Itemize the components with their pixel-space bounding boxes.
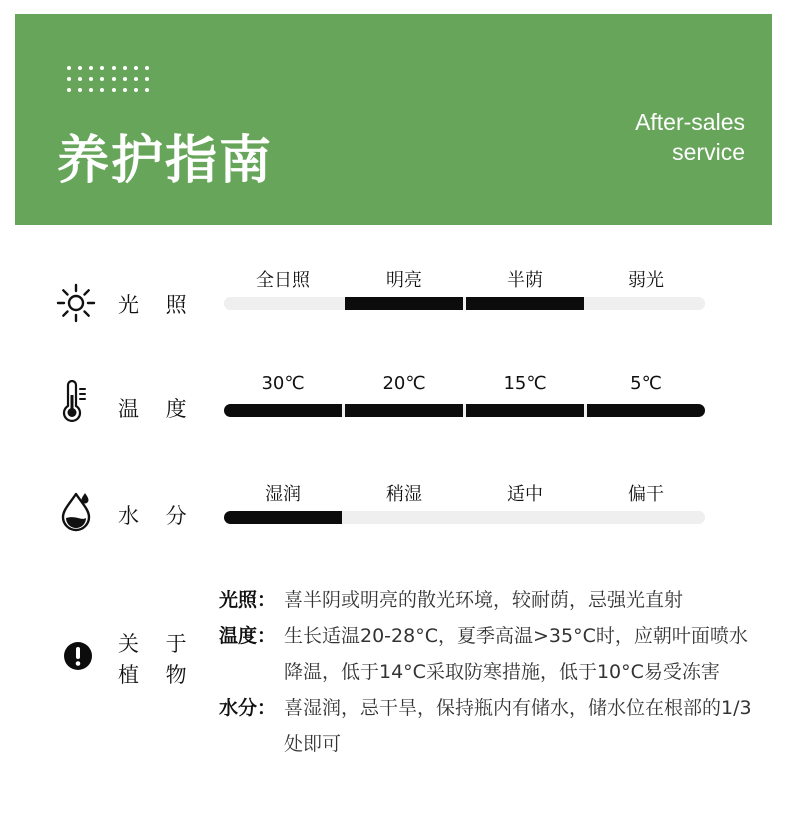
temperature-label: 温 度 (118, 397, 197, 421)
light-segment-2 (345, 297, 463, 310)
temperature-segment-4 (587, 404, 705, 417)
temperature-segment-2 (345, 404, 463, 417)
water-segment-1 (224, 511, 342, 524)
light-segment-1 (224, 297, 342, 310)
about-plant-label (118, 629, 198, 691)
note-water-text: 喜湿润，忌干旱，保持瓶内有储水，储水位在根部的1/3处即可 (284, 697, 752, 755)
after-sales-label (635, 107, 745, 167)
temperature-segment-3 (466, 404, 584, 417)
temperature-segment-1 (224, 404, 342, 417)
light-segment-4 (587, 297, 705, 310)
note-light (219, 582, 759, 618)
water-row (0, 480, 790, 550)
header-banner (15, 14, 772, 225)
note-temperature-text: 生长适温20-28°C，夏季高温>35°C时，应朝叶面喷水降温，低于14°C采取防寒措施，低于10°C易受冻害 (284, 625, 748, 683)
temperature-scale (224, 373, 705, 433)
note-light-text: 喜半阴或明亮的散光环境，较耐荫，忌强光直射 (284, 589, 684, 611)
after-sales-line1: After-sales (635, 109, 745, 135)
water-scale-label-4: 偏干 (628, 484, 664, 505)
light-scale-label-3: 半荫 (507, 270, 543, 291)
about-plant-label-line1: 关 于 (118, 632, 197, 656)
light-scale (224, 266, 705, 326)
light-row (0, 266, 790, 336)
light-label: 光 照 (118, 293, 197, 317)
care-notes (219, 582, 759, 762)
water-scale (224, 480, 705, 540)
temperature-scale-label-3: 15℃ (503, 373, 547, 394)
temperature-scale-label-1: 30℃ (261, 373, 305, 394)
note-light-key: 光照： (219, 589, 277, 611)
note-temperature-key: 温度： (219, 625, 277, 647)
about-plant-label-line2: 植 物 (118, 663, 197, 687)
page-title: 养护指南 (57, 131, 274, 191)
water-scale-label-3: 适中 (507, 484, 543, 505)
after-sales-line2: service (672, 139, 745, 165)
exclamation-icon (63, 641, 93, 671)
note-water-key: 水分： (219, 697, 277, 719)
light-scale-label-1: 全日照 (256, 270, 310, 291)
light-scale-label-4: 弱光 (628, 270, 664, 291)
light-track (224, 297, 705, 310)
thermometer-icon (54, 379, 98, 423)
light-scale-label-2: 明亮 (386, 270, 422, 291)
water-label: 水 分 (118, 504, 197, 528)
note-temperature (219, 618, 759, 690)
temperature-track (224, 404, 705, 417)
water-track (224, 511, 705, 524)
water-scale-label-2: 稍湿 (386, 484, 422, 505)
water-segment-2 (345, 511, 463, 524)
water-segment-4 (587, 511, 705, 524)
light-segment-3 (466, 297, 584, 310)
sun-icon (54, 281, 98, 325)
note-water (219, 690, 759, 762)
temperature-scale-label-2: 20℃ (382, 373, 426, 394)
water-segment-3 (466, 511, 584, 524)
temperature-scale-label-4: 5℃ (630, 373, 662, 394)
decorative-dots (63, 62, 153, 96)
water-drop-icon (54, 489, 98, 533)
water-scale-label-1: 湿润 (265, 484, 301, 505)
temperature-row (0, 373, 790, 443)
